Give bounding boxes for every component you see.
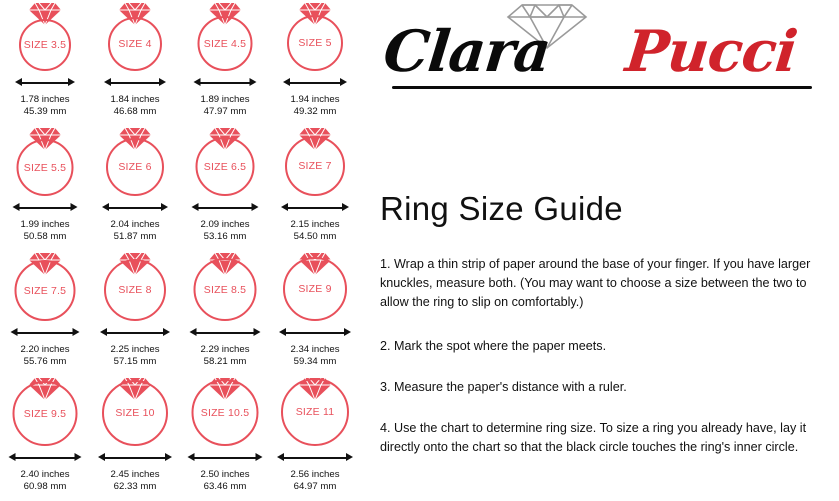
ring-size-cell <box>180 250 270 375</box>
ring-illustration <box>180 0 270 72</box>
guide-step-3: 3. Measure the paper's distance with a ruler. <box>380 380 627 394</box>
ring-inches: 1.94 inches <box>290 94 340 105</box>
ring-dimensions <box>0 469 90 492</box>
ring-mm: 64.97 mm <box>293 480 337 492</box>
measure-arrow-icon <box>194 78 257 87</box>
ring-mm: 51.87 mm <box>113 230 157 242</box>
ring-mm: 45.39 mm <box>23 105 67 117</box>
ring-dimensions <box>90 469 180 492</box>
ring-illustration <box>90 375 180 447</box>
ring-size-cell <box>90 250 180 375</box>
ring-inches: 2.04 inches <box>110 219 160 230</box>
ring-inches: 1.99 inches <box>20 219 70 230</box>
ring-illustration <box>90 0 180 72</box>
ring-inches: 2.40 inches <box>20 469 70 480</box>
ring-dimensions <box>90 94 180 117</box>
ring-size-label: SIZE 5.5 <box>23 161 67 174</box>
ring-mm: 55.76 mm <box>23 355 67 367</box>
ring-size-label: SIZE 6.5 <box>203 160 247 173</box>
ring-dimensions <box>90 219 180 242</box>
ring-mm: 58.21 mm <box>203 355 247 367</box>
ring-mm: 63.46 mm <box>203 480 247 492</box>
measure-arrow-icon <box>13 203 78 212</box>
ring-size-chart <box>0 0 362 501</box>
ring-dimensions <box>180 344 270 367</box>
ring-size-cell <box>90 0 180 125</box>
ring-size-label: SIZE 7 <box>298 160 332 172</box>
ring-size-row <box>0 250 362 375</box>
guide-step-1: 1. Wrap a thin strip of paper around the base of your finger. If you have larger knuckles, measure both. (You may want to choose a size between the two to allow the ring to slip on comfortably.) <box>380 257 811 309</box>
ring-size-cell <box>270 375 360 500</box>
ring-illustration <box>0 250 90 322</box>
ring-mm: 54.50 mm <box>293 230 337 242</box>
ring-mm: 59.34 mm <box>293 355 337 367</box>
ring-mm: 46.68 mm <box>113 105 157 117</box>
brand-logo <box>362 0 839 108</box>
ring-size-cell <box>0 0 90 125</box>
ring-mm: 62.33 mm <box>113 480 157 492</box>
measure-arrow-icon <box>188 453 263 462</box>
measure-arrow-icon <box>15 78 75 87</box>
guide-step-4: 4. Use the chart to determine ring size. To size a ring you already have, lay it directly onto the chart so that the black circle touches the ring's inner circle. <box>380 421 807 454</box>
ring-inches: 2.20 inches <box>20 344 70 355</box>
ring-size-label: SIZE 9 <box>298 283 332 295</box>
measure-arrow-icon <box>279 328 351 337</box>
measure-arrow-icon <box>11 328 80 337</box>
measure-arrow-icon <box>283 78 347 87</box>
ring-illustration <box>270 375 360 447</box>
ring-dimensions <box>0 94 90 117</box>
brand-word-clara: Clara <box>380 18 554 85</box>
measure-arrow-icon <box>102 203 168 212</box>
guide-panel <box>362 0 839 501</box>
ring-size-label: SIZE 10 <box>115 407 155 419</box>
ring-illustration <box>270 0 360 72</box>
guide-step-2: 2. Mark the spot where the paper meets. <box>380 339 607 353</box>
ring-inches: 2.34 inches <box>290 344 340 355</box>
ring-size-cell <box>0 250 90 375</box>
ring-dimensions <box>180 94 270 117</box>
ring-inches: 1.84 inches <box>110 94 160 105</box>
ring-size-label: SIZE 10.5 <box>200 406 250 419</box>
ring-inches: 2.56 inches <box>290 469 340 480</box>
measure-arrow-icon <box>277 453 353 462</box>
ring-dimensions <box>270 344 360 367</box>
ring-size-label: SIZE 4.5 <box>203 37 247 50</box>
ring-inches: 2.50 inches <box>200 469 250 480</box>
ring-size-cell <box>0 375 90 500</box>
ring-size-cell <box>270 125 360 250</box>
ring-illustration <box>0 0 90 72</box>
ring-size-cell <box>270 250 360 375</box>
ring-illustration <box>90 125 180 197</box>
ring-size-label: SIZE 8.5 <box>203 283 247 296</box>
measure-arrow-icon <box>104 78 166 87</box>
ring-inches: 2.45 inches <box>110 469 160 480</box>
ring-inches: 2.09 inches <box>200 219 250 230</box>
ring-inches: 2.15 inches <box>290 219 340 230</box>
ring-dimensions <box>270 94 360 117</box>
ring-mm: 50.58 mm <box>23 230 67 242</box>
ring-size-label: SIZE 9.5 <box>23 407 67 420</box>
ring-size-cell <box>90 125 180 250</box>
ring-size-label: SIZE 3.5 <box>23 39 67 51</box>
ring-size-row <box>0 0 362 125</box>
ring-size-row <box>0 125 362 250</box>
measure-arrow-icon <box>190 328 261 337</box>
ring-size-cell <box>180 375 270 500</box>
measure-arrow-icon <box>192 203 259 212</box>
ring-size-row <box>0 375 362 500</box>
brand-underline <box>392 86 812 89</box>
ring-size-cell <box>270 0 360 125</box>
measure-arrow-icon <box>281 203 349 212</box>
ring-inches: 1.89 inches <box>200 94 250 105</box>
ring-size-label: SIZE 8 <box>118 284 152 296</box>
ring-dimensions <box>180 219 270 242</box>
ring-inches: 2.29 inches <box>200 344 250 355</box>
ring-mm: 60.98 mm <box>23 480 67 492</box>
ring-size-cell <box>180 125 270 250</box>
ring-size-cell <box>0 125 90 250</box>
ring-size-label: SIZE 5 <box>298 37 332 49</box>
ring-dimensions <box>0 344 90 367</box>
ring-mm: 49.32 mm <box>293 105 337 117</box>
ring-illustration <box>0 125 90 197</box>
brand-word-pucci: Pucci <box>622 18 800 85</box>
page-title: Ring Size Guide <box>380 190 623 227</box>
measure-arrow-icon <box>9 453 82 462</box>
ring-dimensions <box>0 219 90 242</box>
ring-dimensions <box>270 469 360 492</box>
ring-dimensions <box>180 469 270 492</box>
ring-size-label: SIZE 6 <box>118 161 152 173</box>
ring-dimensions <box>90 344 180 367</box>
ring-inches: 1.78 inches <box>20 94 70 105</box>
measure-arrow-icon <box>100 328 170 337</box>
ring-illustration <box>270 250 360 322</box>
ring-illustration <box>270 125 360 197</box>
ring-inches: 2.25 inches <box>110 344 160 355</box>
ring-size-label: SIZE 4 <box>118 38 152 50</box>
ring-illustration <box>90 250 180 322</box>
ring-size-cell <box>90 375 180 500</box>
ring-illustration <box>180 125 270 197</box>
ring-size-label: SIZE 11 <box>295 406 335 418</box>
ring-size-cell <box>180 0 270 125</box>
ring-mm: 57.15 mm <box>113 355 157 367</box>
measure-arrow-icon <box>98 453 172 462</box>
ring-mm: 47.97 mm <box>203 105 247 117</box>
ring-illustration <box>0 375 90 447</box>
ring-mm: 53.16 mm <box>203 230 247 242</box>
ring-size-label: SIZE 7.5 <box>23 284 67 297</box>
ring-illustration <box>180 375 270 447</box>
ring-dimensions <box>270 219 360 242</box>
ring-illustration <box>180 250 270 322</box>
